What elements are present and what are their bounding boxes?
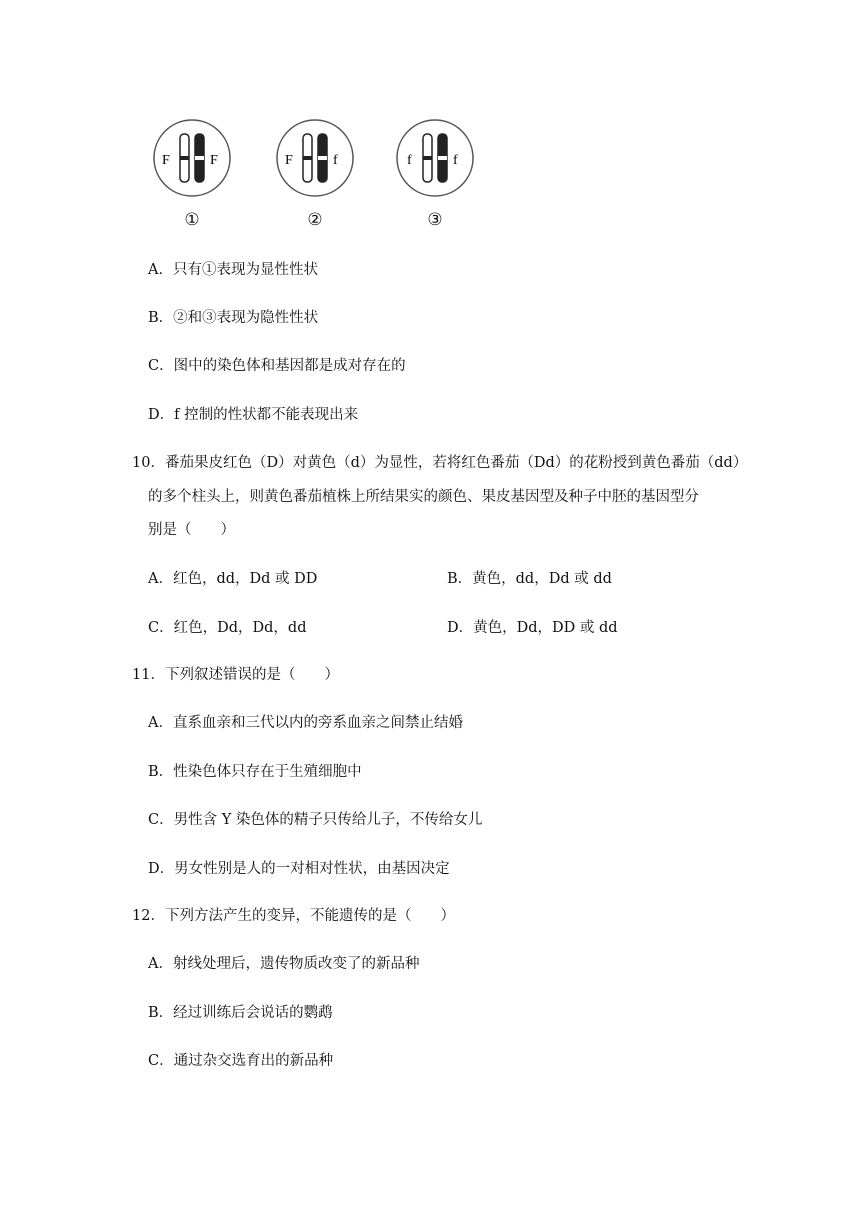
cell-2-number: ② [307,210,323,230]
q12-option-a: A．射线处理后，遗传物质改变了的新品种 [148,956,420,972]
cell-3-number: ③ [427,210,443,230]
cell-1-left-gene: F [162,153,170,168]
q12-option-b: B．经过训练后会说话的鹦鹉 [148,1005,333,1021]
cell-2-left-gene: F [285,153,293,168]
q9-option-a: A．只有①表现为显性性状 [148,262,318,278]
q9-option-c: C．图中的染色体和基因都是成对存在的 [148,358,406,374]
cell-1-number: ① [184,210,200,230]
q11-option-a: A．直系血亲和三代以内的旁系血亲之间禁止结婚 [148,715,463,731]
cell-diagram-3 [395,118,475,198]
q11-option-d: D．男女性别是人的一对相对性状，由基因决定 [148,861,450,877]
q10-option-a: A．红色，dd，Dd 或 DD [148,571,318,587]
cell-diagram-1 [152,118,232,198]
q10-stem-line1: 10．番茄果皮红色（D）对黄色（d）为显性，若将红色番茄（Dd）的花粉授到黄色番茄（dd） [132,455,748,471]
chromosome-figure [140,110,500,240]
q11-option-b: B．性染色体只存在于生殖细胞中 [148,764,362,780]
cell-3-left-gene: f [407,153,412,168]
q12-stem: 12．下列方法产生的变异，不能遗传的是（ ） [132,908,455,924]
q9-option-d: D．f 控制的性状都不能表现出来 [148,407,359,423]
q11-option-c: C．男性含 Y 染色体的精子只传给儿子，不传给女儿 [148,812,483,828]
q10-option-b: B．黄色，dd，Dd 或 dd [447,571,612,587]
cell-3-right-gene: f [453,153,458,168]
cell-2-right-gene: f [333,153,338,168]
cell-1-right-gene: F [210,153,218,168]
q11-stem: 11．下列叙述错误的是（ ） [132,667,339,683]
cell-2-drawing [275,118,355,198]
q10-option-d: D．黄色，Dd，DD 或 dd [447,620,618,636]
q10-stem-line2: 的多个柱头上，则黄色番茄植株上所结果实的颜色、果皮基因型及种子中胚的基因型分 [148,489,699,505]
cell-1-drawing [152,118,232,198]
q10-stem-line3: 别是（ ） [148,522,235,538]
q10-option-c: C．红色，Dd，Dd，dd [148,620,307,636]
cell-3-drawing [395,118,475,198]
cell-diagram-2 [275,118,355,198]
q12-option-c: C．通过杂交选育出的新品种 [148,1053,334,1069]
q9-option-b: B．②和③表现为隐性性状 [148,310,319,326]
